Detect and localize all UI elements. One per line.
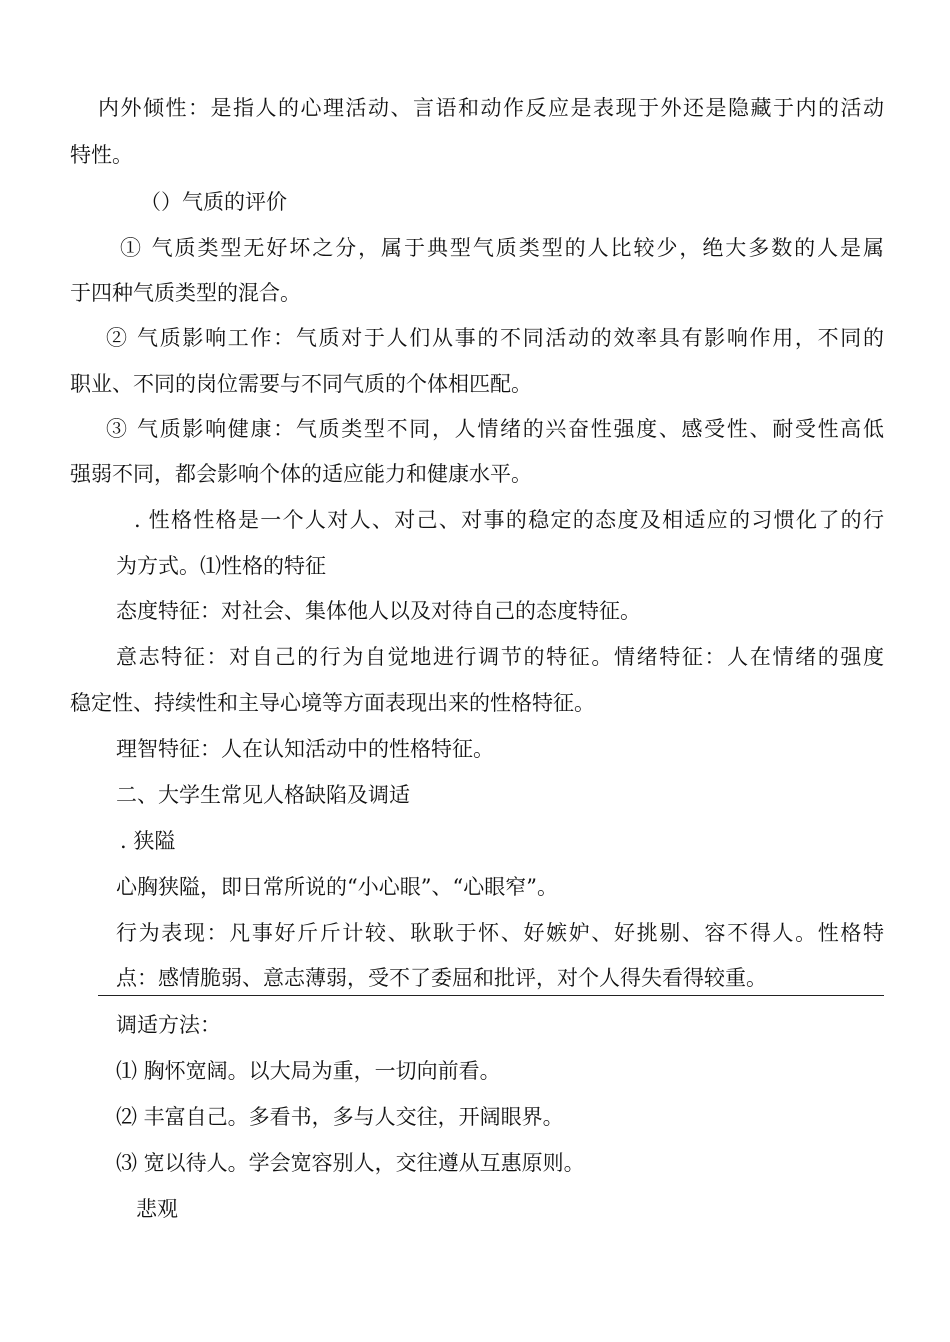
paragraph-line: 于四种气质类型的混合。 [70, 281, 301, 305]
horizontal-divider [98, 995, 884, 996]
list-item: ⑶ 宽以待人。学会宽容别人，交往遵从互惠原则。 [116, 1151, 585, 1175]
subsection-heading: 悲观 [136, 1197, 178, 1221]
paragraph-line: . 性格性格是一个人对人、对己、对事的稳定的态度及相适应的习惯化了的行 [134, 508, 884, 532]
paragraph-line: 理智特征：人在认知活动中的性格特征。 [116, 737, 494, 761]
section-heading: （）气质的评价 [140, 190, 287, 214]
paragraph-line: 行为表现：凡事好斤斤计较、耿耿于怀、好嫉妒、好挑剔、容不得人。性格特 [116, 921, 884, 945]
paragraph-line: ① 气质类型无好坏之分，属于典型气质类型的人比较少，绝大多数的人是属 [120, 236, 884, 260]
paragraph-line: 点：感情脆弱、意志薄弱，受不了委屈和批评，对个人得失看得较重。 [116, 966, 767, 990]
paragraph-line: 强弱不同，都会影响个体的适应能力和健康水平。 [70, 462, 532, 486]
list-item: ⑵ 丰富自己。多看书，多与人交往，开阔眼界。 [116, 1105, 564, 1129]
paragraph-line: ② 气质影响工作：气质对于人们从事的不同活动的效率具有影响作用，不同的 [106, 326, 884, 350]
paragraph-line: 调适方法： [116, 1013, 221, 1037]
paragraph-line: ③ 气质影响健康：气质类型不同，人情绪的兴奋性强度、感受性、耐受性高低 [106, 417, 884, 441]
section-heading: 二、大学生常见人格缺陷及调适 [116, 783, 410, 807]
paragraph-line: 意志特征：对自己的行为自觉地进行调节的特征。情绪特征：人在情绪的强度 [116, 645, 884, 669]
paragraph-line: 稳定性、持续性和主导心境等方面表现出来的性格特征。 [70, 691, 595, 715]
paragraph-line: 职业、不同的岗位需要与不同气质的个体相匹配。 [70, 372, 532, 396]
paragraph-line: 特性。 [70, 143, 133, 167]
paragraph-line: 态度特征：对社会、集体他人以及对待自己的态度特征。 [116, 599, 641, 623]
paragraph-line: 心胸狭隘，即日常所说的“小心眼”、“心眼窄”。 [116, 875, 558, 899]
paragraph-line: 为方式。⑴性格的特征 [116, 554, 326, 578]
paragraph-line: 内外倾性：是指人的心理活动、言语和动作反应是表现于外还是隐藏于内的活动 [98, 96, 884, 120]
list-item: ⑴ 胸怀宽阔。以大局为重，一切向前看。 [116, 1059, 501, 1083]
subsection-heading: . 狭隘 [120, 829, 176, 853]
